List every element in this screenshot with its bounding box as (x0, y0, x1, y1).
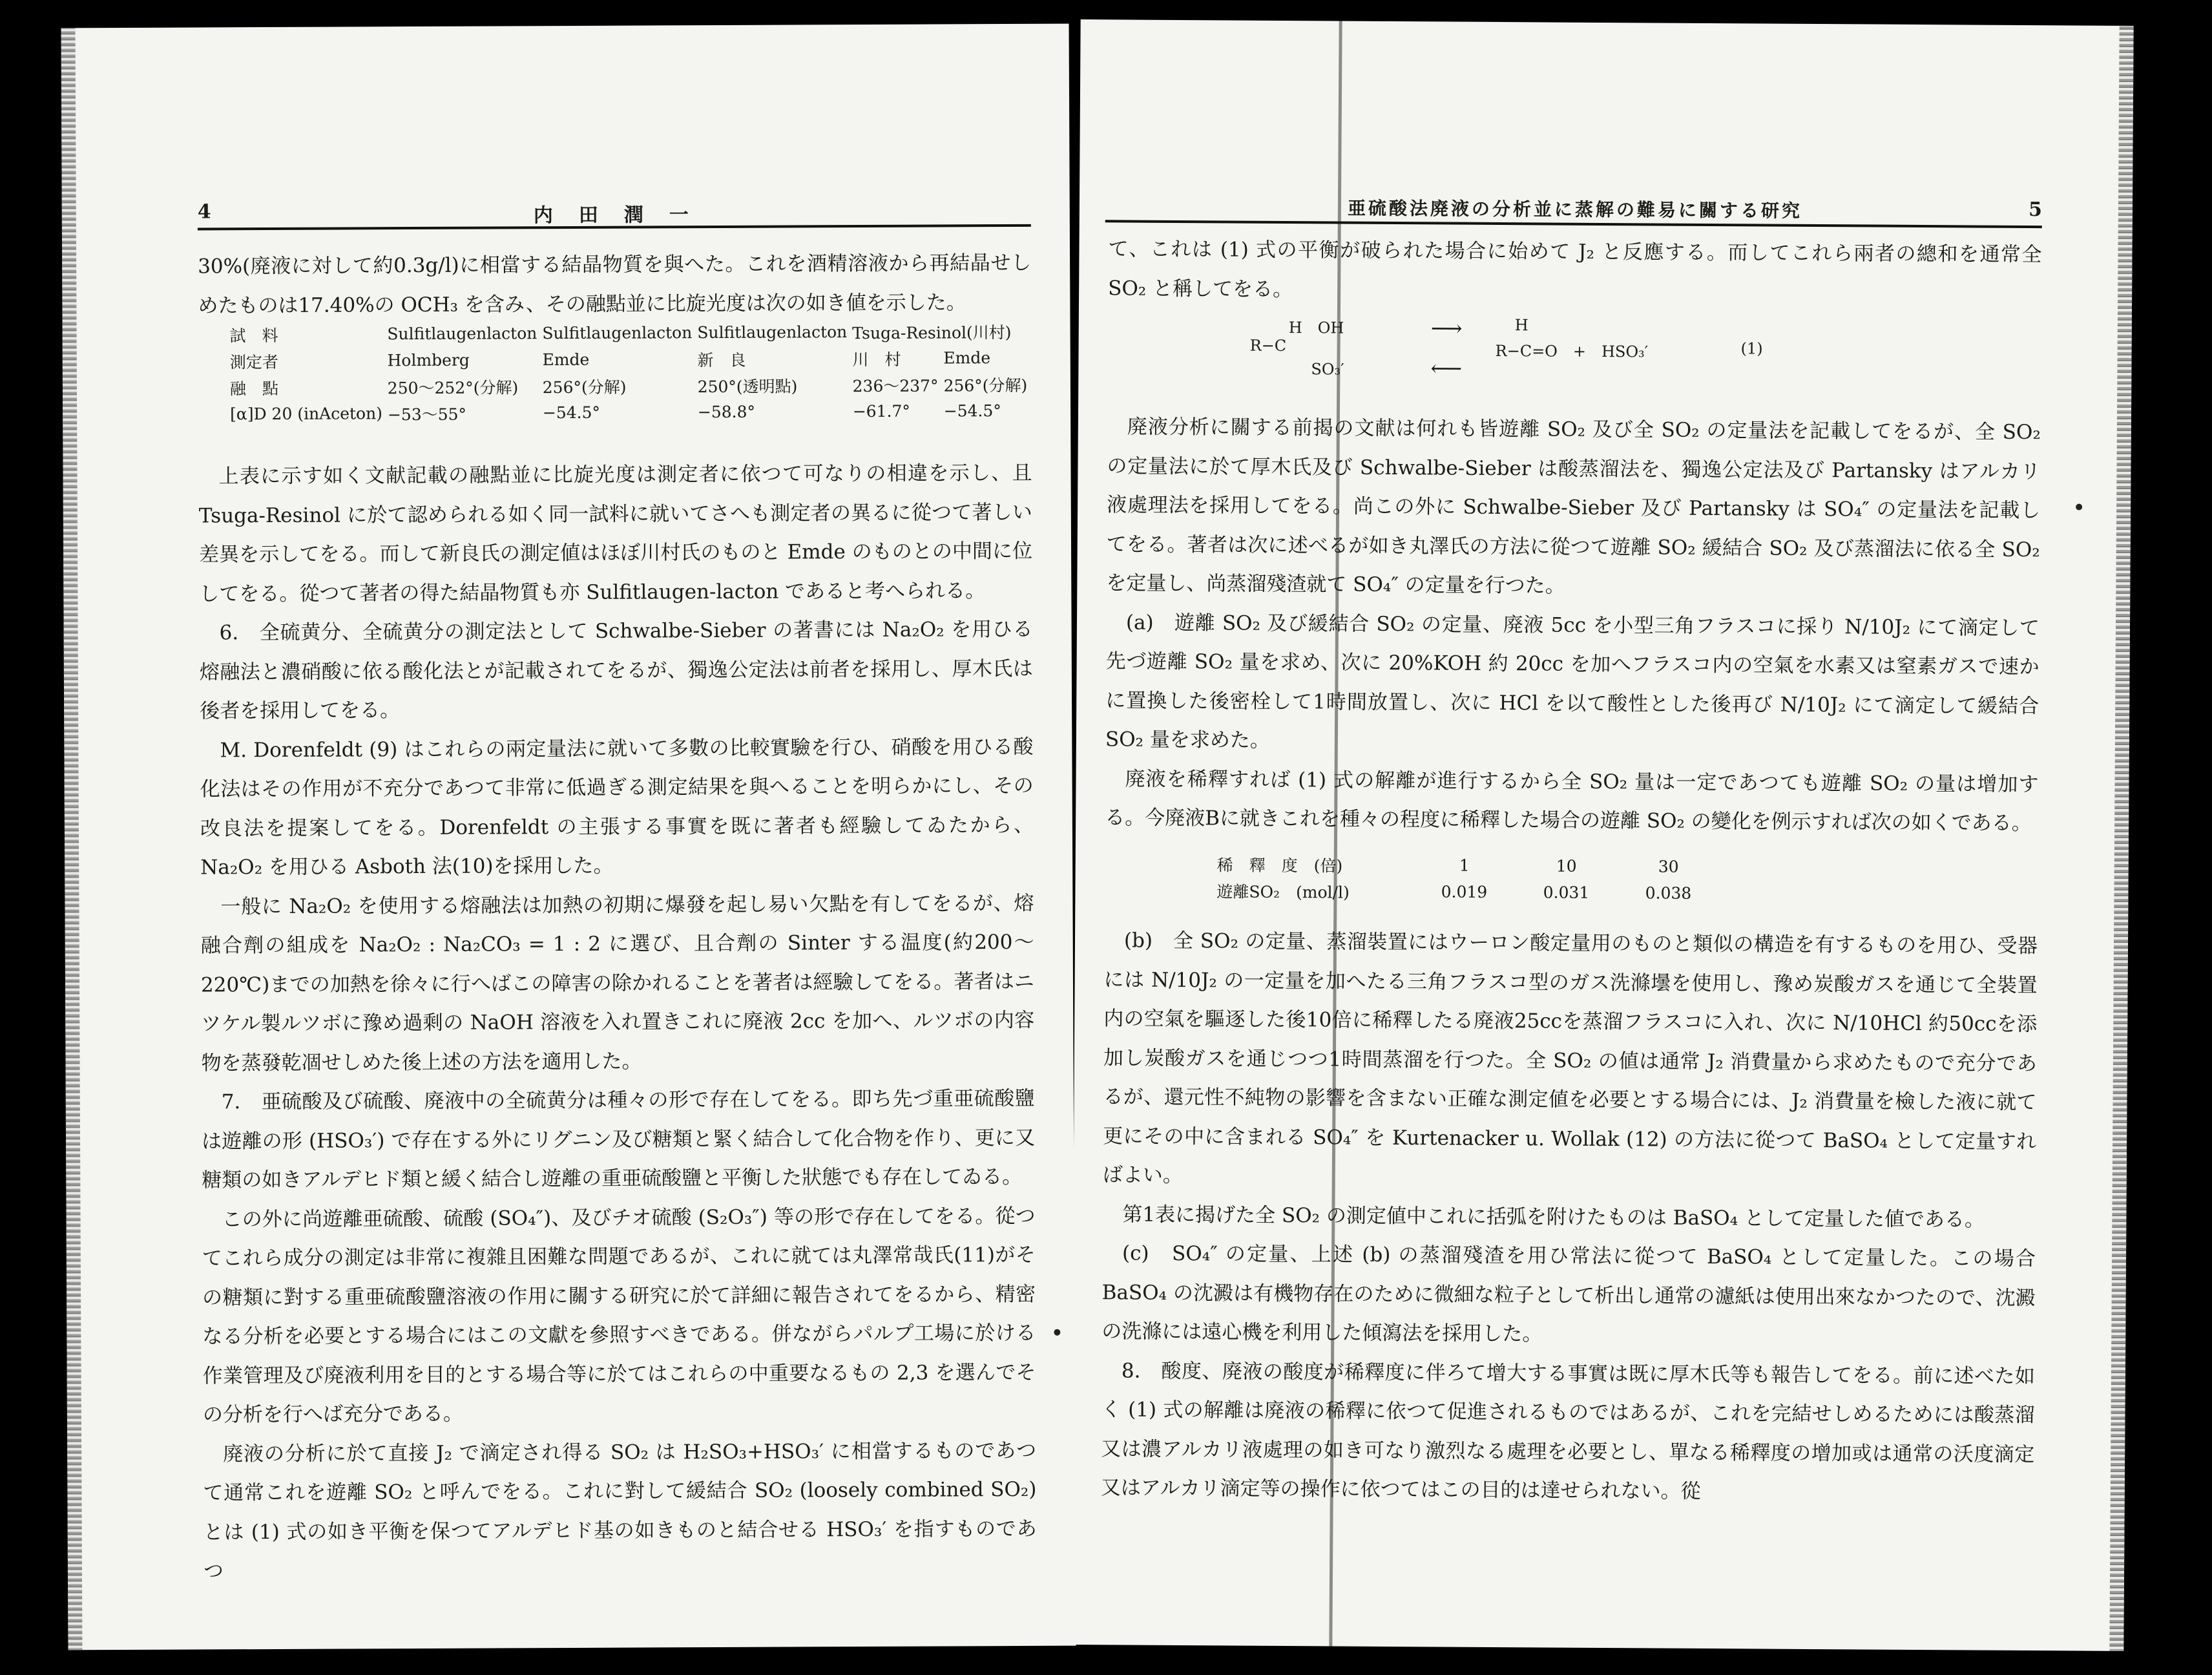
left-page (61, 24, 1076, 1650)
table-cell: −58.8° (697, 402, 756, 422)
table-cell: Sulfitlaugenlacton (697, 322, 848, 342)
page-header (198, 192, 1031, 231)
table-row (227, 318, 1030, 348)
formula-part: R−C=O + HSO₃′ (1495, 341, 1649, 361)
table-cell: 250°(透明點) (697, 376, 798, 396)
right-text-top (1108, 229, 2042, 313)
table-cell: −53〜55° (387, 405, 467, 424)
formula-part: H OH (1288, 319, 1344, 337)
table-row (227, 371, 1030, 401)
page-number: 4 (197, 200, 211, 224)
table-cell: 測定者 (229, 352, 278, 372)
running-title: 亜硫酸法廃液の分析並に蒸解の難易に關する研究 (1347, 197, 1803, 222)
table-cell: 0.031 (1543, 883, 1590, 902)
paragraph: 廃液の分析に於て直接 J₂ で滴定され得る SO₂ は H₂SO₃+HSO₃′ に相當するものであつて通常これを遊離 SO₂ と呼んでをる。これに對して緩結合 SO₂ (loosely combined SO₂) とは (1) 式の如き平衡を保つてアルデヒド基の如きものと結合せる HSO₃′ を指すものであつ (203, 1438, 1037, 1583)
paragraph: て、これは (1) 式の平衡が破られた場合に始めて J₂ と反應する。而してこれら兩者の總和を通常全 SO₂ と稱してをる。 (1108, 237, 2042, 301)
page-edge (61, 28, 83, 1650)
paragraph: 30%(廃液に対して約0.3g/l)に相當する結晶物質を與へた。これを酒精溶液から再結晶せしめたものは17.40%の OCH₃ を含み、その融點並に比旋光度は次の如き値を示した。 (198, 251, 1032, 317)
melting-point-table (227, 318, 1030, 427)
paragraph: (a) 遊離 SO₂ 及び緩結合 SO₂ の定量、廃液 5cc を小型三角フラスコに採り N/10J₂ にて滴定して先づ遊離 SO₂ 量を求め、次に 20%KOH 約 20cc を加へフラスコ内の空氣を水素又は窒素ガスで速かに置換した後密栓して1時間放置し、次に HCl を以て酸性とした後再び N/10J₂ にて滴定して緩結合 SO₂ 量を求めた。 (1105, 610, 2040, 752)
table-cell: −61.7° (852, 401, 910, 421)
paragraph: 廃液分析に關する前揭の文献は何れも皆遊離 SO₂ 及び全 SO₂ の定量法を記載してをるが、全 SO₂ の定量法に於て厚木氏及び Schwalbe-Sieber は酸蒸溜法を、獨逸公定法及び Partansky はアルカリ液處理法を採用してをる。尚この外に Schwalbe-Sieber 及び Partansky は SO₄″ の定量法を記載してをる。著者は次に述べるが如き丸澤氏の方法に從つて遊離 SO₂ 緩結合 SO₂ 及び蒸溜法に依る全 SO₂ を定量し、尚蒸溜殘渣就て SO₄″ の定量を行つた。 (1106, 415, 2041, 598)
page-number: 5 (2028, 198, 2043, 222)
paragraph: 一般に Na₂O₂ を使用する熔融法は加熱の初期に爆發を起し易い欠點を有してをるが、熔融合劑の組成を Na₂O₂ : Na₂CO₃ = 1 : 2 に選び、且合劑の Sinter する温度(約200〜220℃)までの加熱を徐々に行へばこの障害の除かれることを著者は經驗してをる。著者はニツケル製ルツボに豫め過剩の NaOH 溶液を入れ置きこれに廃液 2cc を加へ、ルツボの内容物を蒸發乾凅せしめた後上述の方法を適用した。 (200, 891, 1035, 1075)
table-cell: 30 (1658, 857, 1679, 876)
table-cell: 1 (1459, 856, 1470, 875)
paragraph: M. Dorenfeldt (9) はこれらの兩定量法に就いて多數の比較實驗を行ひ、硝酸を用ひる酸化法はその作用が不充分であつて非常に低過ぎる測定結果を與へることを明らかにし、その改良法を提案してをる。Dorenfeldt の主張する事實を既に著者も經驗してゐたから、Na₂O₂ を用ひる Asboth 法(10)を採用した。 (200, 735, 1034, 880)
formula-part: H (1514, 316, 1529, 335)
table-cell: 256°(分解) (542, 377, 627, 397)
table-cell: −54.5° (943, 401, 1001, 421)
table-cell: 256°(分解) (943, 375, 1028, 395)
page-header (1105, 187, 2042, 228)
table-cell: 0.038 (1645, 883, 1692, 903)
paragraph: (c) SO₄″ の定量、上述 (b) の蒸溜殘渣を用ひ常法に從つて BaSO₄ として定量した。この場合 BaSO₄ の沈澱は有機物存在のために微細な粒子として析出し通常の濾紙は使用出來なかつたので、沈澱の洗滌には遠心機を利用した傾瀉法を採用した。 (1101, 1241, 2036, 1346)
dilution-table (1214, 850, 1719, 907)
right-text-lower (1101, 921, 2038, 1513)
table-row (1214, 877, 1719, 907)
table-row (1215, 850, 1720, 880)
table-cell: Emde (542, 350, 590, 370)
paragraph: 6. 全硫黄分、全硫黄分の測定法として Schwalbe-Sieber の著書には Na₂O₂ を用ひる熔融法と濃硝酸に依る酸化法とが記載されてをるが、獨逸公定法は前者を採用し、厚木氏は後者を採用してをる。 (199, 617, 1033, 723)
table-cell: Sulfitlaugenlacton (542, 323, 693, 343)
left-text-top (198, 244, 1032, 326)
forward-arrow-icon: ⟶ (1430, 315, 1463, 342)
table-cell: 新 良 (697, 350, 746, 370)
ink-speck (1054, 1329, 1060, 1336)
table-cell: 250〜252°(分解) (387, 377, 519, 397)
left-text-body (198, 454, 1037, 1591)
table-cell: [α]D 20 (inAceton) (230, 404, 382, 424)
table-cell: 川 村 (852, 350, 901, 369)
equilibrium-formula (1236, 315, 1819, 389)
backward-arrow-icon: ⟵ (1430, 355, 1463, 382)
table-row (227, 344, 1030, 374)
table-cell: 遊離SO₂ (mol/l) (1216, 881, 1350, 902)
table-cell: Holmberg (387, 350, 470, 370)
table-cell: 0.019 (1441, 882, 1488, 901)
table-cell: 236〜237° (852, 375, 939, 395)
table-cell: Sulfitlaugenlacton (387, 324, 537, 344)
paragraph: 廃液を稀釋すれば (1) 式の解離が進行するから全 SO₂ 量は一定であつても遊離 SO₂ の量は增加する。今廃液Bに就きこれを種々の程度に稀釋した場合の遊離 SO₂ の變化を例示すれば次の如くである。 (1105, 766, 2039, 836)
paragraph: 8. 酸度、廃液の酸度が稀釋度に伴ろて增大する事實は既に厚木氏等も報告してをる。前に述べた如く (1) 式の解離は廃液の稀釋に依つて促進されるものではあるが、これを完結せしめるためには酸蒸溜又は濃アルカリ液處理の如き可なり激烈なる處理を必要とし、單なる稀釋度の增加或は通常の沃度滴定又はアルカリ滴定等の操作に依つてはこの目的は達せられない。從 (1100, 1358, 2036, 1503)
table-cell: −54.5° (542, 403, 601, 423)
right-page (1070, 19, 2133, 1651)
right-text-body (1105, 407, 2041, 843)
page-edge (2109, 26, 2133, 1651)
table-cell: 10 (1556, 856, 1577, 876)
running-title: 内田潤一 (533, 204, 715, 227)
table-row (227, 397, 1030, 427)
paragraph: 第1表に揭げた全 SO₂ の測定値中これに括弧を附けたものは BaSO₄ として定量した値である。 (1122, 1202, 1985, 1232)
table-cell: Emde (943, 348, 991, 368)
formula-part: R−C (1249, 336, 1287, 355)
equation-label: (1) (1740, 339, 1763, 358)
paragraph: この外に尚遊離亜硫酸、硫酸 (SO₄″)、及びチオ硫酸 (S₂O₃″) 等の形で存在してをる。從つてこれら成分の測定は非常に複雜且困難な問題であるが、これに就ては丸澤常哉氏(11)がその糖類に對する重亜硫酸鹽溶液の作用に關する研究に於て詳細に報告されてをるから、精密なる分析を必要とする場合にはこの文獻を參照すべきである。併ながらパルプ工場に於ける作業管理及び廃液利用を目的とする場合等に於てはこれらの中重要なるもの 2,3 を選んでその分析を行へば充分である。 (202, 1204, 1036, 1427)
table-cell: 試 料 (229, 326, 278, 345)
ink-speck (2076, 503, 2082, 510)
paragraph: 7. 亜硫酸及び硫酸、廃液中の全硫黄分は種々の形で存在してをる。即ち先づ重亜硫酸鹽は遊離の形 (HSO₃′) で存在する外にリグニン及び糖類と緊く結合して化合物を作り、更に又糖類の如きアルデヒド類と緩く結合し遊離の重亜硫酸鹽と平衡した狀態でも存在してゐる。 (201, 1086, 1036, 1192)
table-cell: 稀 釋 度 (倍) (1216, 855, 1343, 876)
paragraph: (b) 全 SO₂ の定量、蒸溜裝置にはウーロン酸定量用のものと類似の構造を有するものを用ひ、受器には N/10J₂ の一定量を加へたる三角フラスコ型のガス洗滌壜を使用し、豫め炭酸ガスを通じて全裝置内の空氣を驅逐した後10倍に稀釋したる廃液25ccを蒸溜フラスコに入れ、次に N/10HCl 約50ccを添加し炭酸ガスを通じつつ1時間蒸溜を行つた。全 SO₂ の値は通常 J₂ 消費量から求めたもので充分であるが、還元性不純物の影響を含まない正確な測定値を必要とする場合には、J₂ 消費量を檢した液に就て更にその中に含まれる SO₄″ を Kurtenacker u. Wollak (12) の方法に從つて BaSO₄ として定量すればよい。 (1102, 929, 2038, 1188)
table-cell: Tsuga-Resinol(川村) (852, 322, 1012, 342)
table-cell: 融 點 (229, 379, 279, 398)
paragraph: 上表に示す如く文献記載の融點並に比旋光度は測定者に依つて可なりの相違を示し、且 Tsuga-Resinol に於て認められる如く同一試料に就いてさへも測定者の異るに從つて著しい差異を示してをる。而して新良氏の測定値はほぼ川村氏のものと Emde のものとの中間に位してをる。從つて著者の得た結晶物質も亦 Sulfitlaugen-lacton であると考へられる。 (198, 461, 1033, 606)
formula-part: SO₃′ (1311, 360, 1344, 379)
